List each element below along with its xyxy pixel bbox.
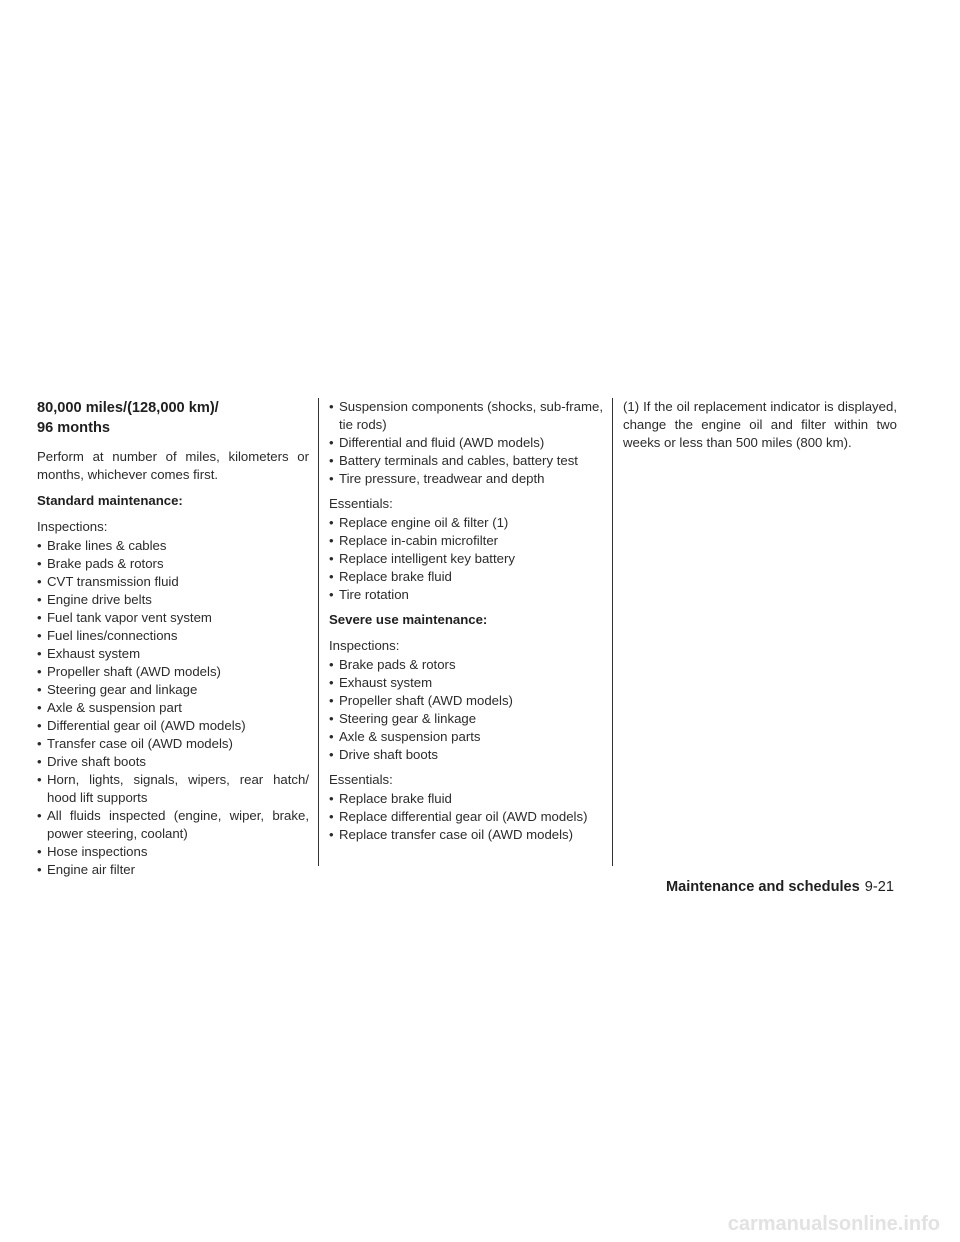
list-item: • Axle & suspension parts xyxy=(329,728,603,746)
section-heading xyxy=(37,398,309,438)
list-item: • Exhaust system xyxy=(329,674,603,692)
intro-paragraph: Perform at number of miles, kilometers or months, whichever comes first. xyxy=(37,449,309,482)
list-item: • Brake pads & rotors xyxy=(37,555,309,573)
oil-indicator-note: (1) If the oil replacement indicator is displayed, change the engine oil and filter within two weeks or less than 500 miles (800 km). xyxy=(623,399,897,450)
column-divider-1 xyxy=(318,398,319,866)
list-item: • Propeller shaft (AWD models) xyxy=(37,663,309,681)
list-item: • Propeller shaft (AWD models) xyxy=(329,692,603,710)
severe-essentials-list xyxy=(329,790,603,844)
severe-inspections-list xyxy=(329,656,603,764)
column-2 xyxy=(329,398,603,851)
list-item: • Drive shaft boots xyxy=(329,746,603,764)
list-item: • Tire rotation xyxy=(329,586,603,604)
list-item: • Drive shaft boots xyxy=(37,753,309,771)
column-1 xyxy=(37,398,309,886)
list-item: • Battery terminals and cables, battery test xyxy=(329,452,603,470)
list-item: • Replace brake fluid xyxy=(329,790,603,808)
list-item: • Replace engine oil & filter (1) xyxy=(329,514,603,532)
list-item: • Fuel tank vapor vent system xyxy=(37,609,309,627)
list-item: • Replace transfer case oil (AWD models) xyxy=(329,826,603,844)
list-item: • All fluids inspected (engine, wiper, brake, power steering, coolant) xyxy=(37,807,309,843)
severe-essentials-label: Essentials: xyxy=(329,772,393,787)
list-item: • Hose inspections xyxy=(37,843,309,861)
list-item: • Axle & suspension part xyxy=(37,699,309,717)
list-item: • Engine drive belts xyxy=(37,591,309,609)
column-3 xyxy=(623,398,897,460)
inspections-label: Inspections: xyxy=(37,519,108,534)
heading-line-2: 96 months xyxy=(37,420,110,436)
severe-inspections-label: Inspections: xyxy=(329,638,400,653)
footer-section-title: Maintenance and schedules xyxy=(665,879,860,895)
essentials-list xyxy=(329,514,603,604)
list-item: • Brake pads & rotors xyxy=(329,656,603,674)
list-item: • Tire pressure, treadwear and depth xyxy=(329,470,603,488)
list-item: • Replace intelligent key battery xyxy=(329,550,603,568)
list-item: • Differential and fluid (AWD models) xyxy=(329,434,603,452)
list-item: • Steering gear and linkage xyxy=(37,681,309,699)
list-item: • CVT transmission fluid xyxy=(37,573,309,591)
heading-line-1: 80,000 miles/(128,000 km)/ xyxy=(37,400,219,416)
list-item: • Differential gear oil (AWD models) xyxy=(37,717,309,735)
list-item: • Suspension components (shocks, sub-frame, tie rods) xyxy=(329,398,603,434)
list-item: • Exhaust system xyxy=(37,645,309,663)
list-item: • Replace differential gear oil (AWD models) xyxy=(329,808,603,826)
essentials-label: Essentials: xyxy=(329,496,393,511)
inspections-list xyxy=(37,537,309,879)
list-item: • Brake lines & cables xyxy=(37,537,309,555)
list-item: • Transfer case oil (AWD models) xyxy=(37,735,309,753)
inspections-list-continued xyxy=(329,398,603,488)
list-item: • Steering gear & linkage xyxy=(329,710,603,728)
watermark: carmanualsonline.info xyxy=(727,1213,940,1235)
page-footer xyxy=(666,877,894,897)
list-item: • Replace in-cabin microfilter xyxy=(329,532,603,550)
column-divider-2 xyxy=(612,398,613,866)
page-number: 9-21 xyxy=(864,879,894,895)
list-item: • Engine air filter xyxy=(37,861,309,879)
list-item: • Horn, lights, signals, wipers, rear hatch/ hood lift supports xyxy=(37,771,309,807)
standard-maintenance-title: Standard maintenance: xyxy=(37,493,183,508)
list-item: • Replace brake fluid xyxy=(329,568,603,586)
severe-maintenance-title: Severe use maintenance: xyxy=(329,612,488,627)
list-item: • Fuel lines/connections xyxy=(37,627,309,645)
